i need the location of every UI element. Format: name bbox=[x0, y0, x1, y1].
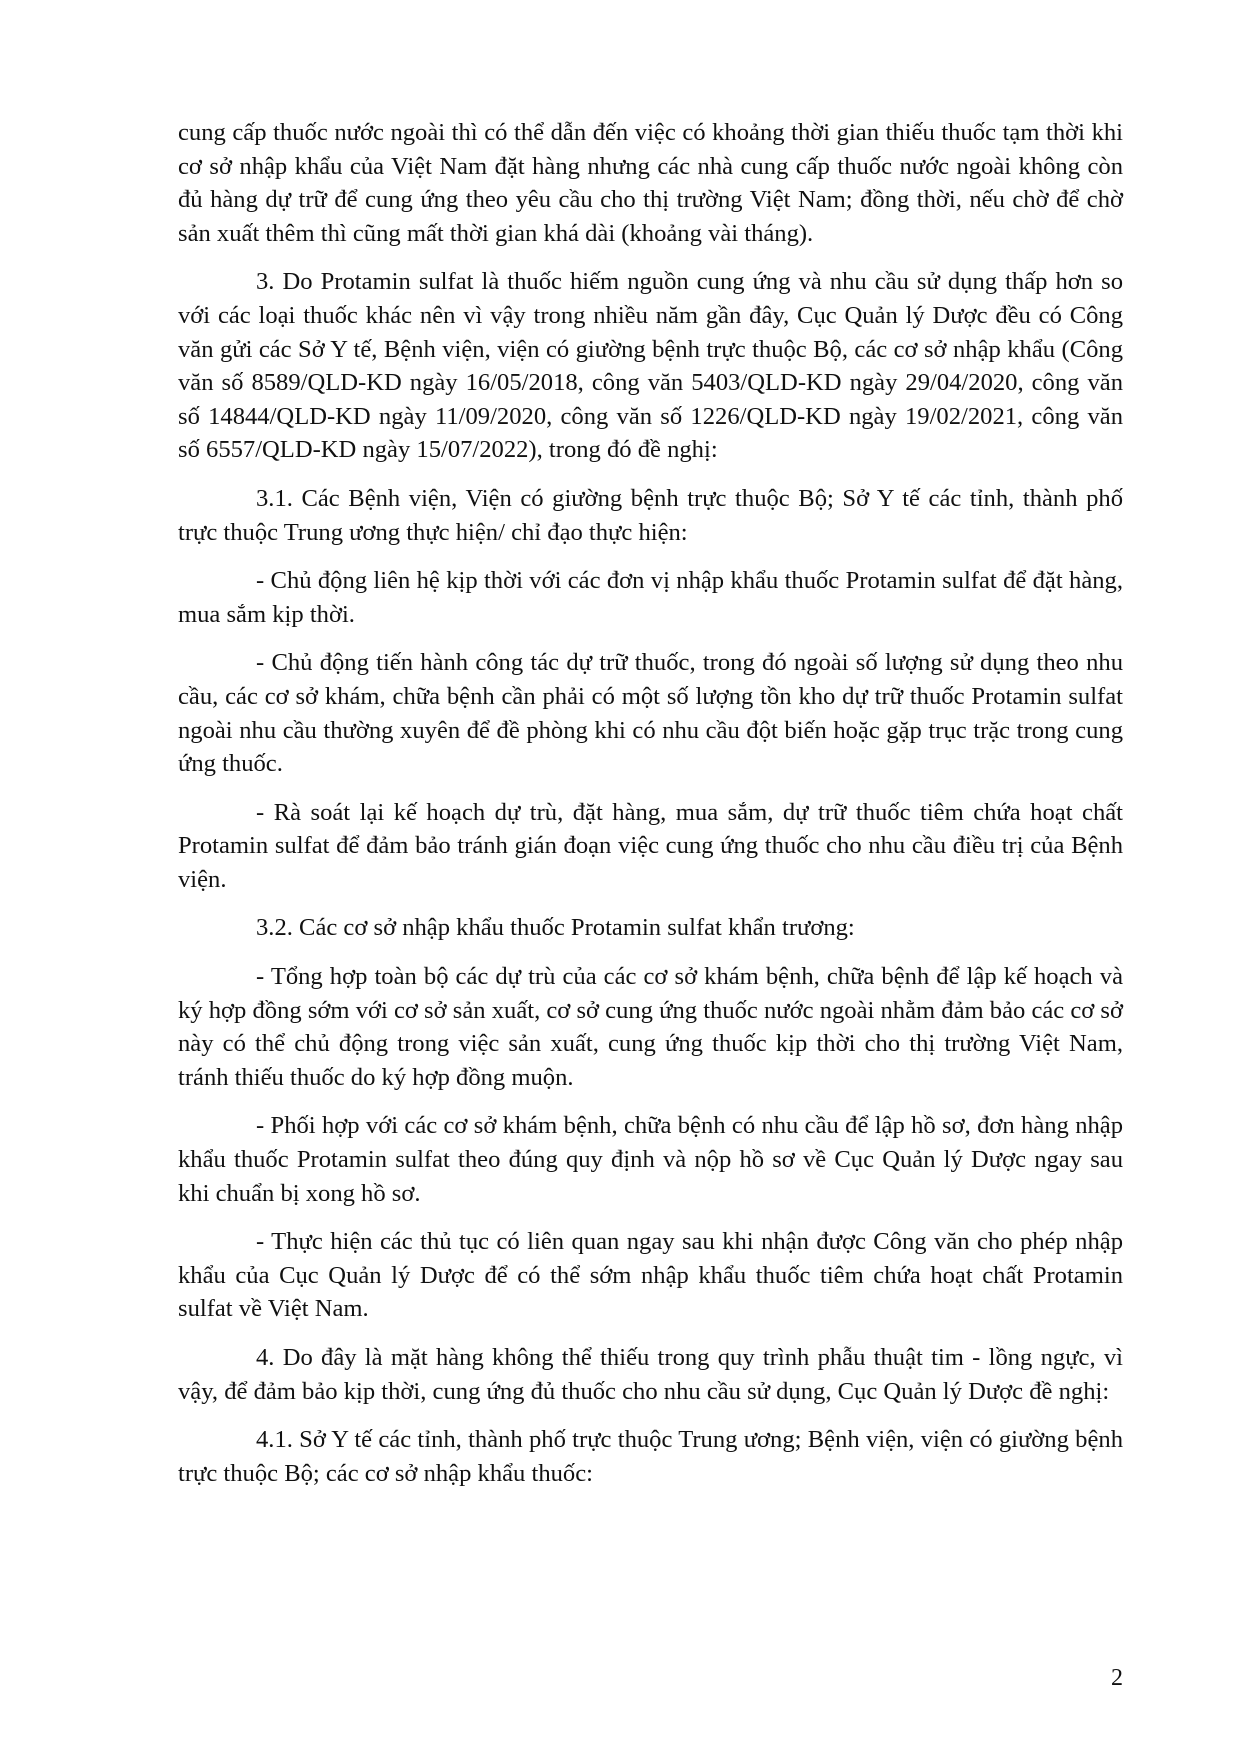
paragraph-bullet-consolidate: - Tổng hợp toàn bộ các dự trù của các cơ sở khám bệnh, chữa bệnh để lập kế hoạch và ký hợp đồng sớm với cơ sở sản xuất, cơ sở cung ứng thuốc nước ngoài nhằm đảm bảo các cơ sở này có thể chủ động trong việc sản xuất, cung ứng thuốc kịp thời cho thị trường Việt Nam, tránh thiếu thuốc do ký hợp đồng muộn. bbox=[178, 963, 1123, 1091]
paragraph-bullet-review-plan: - Rà soát lại kế hoạch dự trù, đặt hàng, mua sắm, dự trữ thuốc tiêm chứa hoạt chất Protamin sulfat để đảm bảo tránh gián đoạn việc cung ứng thuốc cho nhu cầu điều trị của Bệnh viện. bbox=[178, 798, 1123, 893]
paragraph-bullet-contact-importers: - Chủ động liên hệ kịp thời với các đơn vị nhập khẩu thuốc Protamin sulfat để đặt hàng, mua sắm kịp thời. bbox=[178, 567, 1123, 628]
page-number: 2 bbox=[1111, 1665, 1123, 1691]
paragraph-section-4: 4. Do đây là mặt hàng không thể thiếu trong quy trình phẫu thuật tim - lồng ngực, vì vậy, để đảm bảo kịp thời, cung ứng đủ thuốc cho nhu cầu sử dụng, Cục Quản lý Dược đề nghị: bbox=[178, 1344, 1123, 1405]
paragraph-bullet-stockpile: - Chủ động tiến hành công tác dự trữ thuốc, trong đó ngoài số lượng sử dụng theo nhu cầu, các cơ sở khám, chữa bệnh cần phải có một số lượng tồn kho dự trữ thuốc Protamin sulfat ngoài nhu cầu thường xuyên để đề phòng khi có nhu cầu đột biến hoặc gặp trục trặc trong cung ứng thuốc. bbox=[178, 649, 1123, 778]
paragraph-bullet-procedures: - Thực hiện các thủ tục có liên quan ngay sau khi nhận được Công văn cho phép nhập khẩu của Cục Quản lý Dược để có thể sớm nhập khẩu thuốc tiêm chứa hoạt chất Protamin sulfat về Việt Nam. bbox=[178, 1228, 1123, 1323]
paragraph-bullet-coordinate: - Phối hợp với các cơ sở khám bệnh, chữa bệnh có nhu cầu để lập hồ sơ, đơn hàng nhập khẩu thuốc Protamin sulfat theo đúng quy định và nộp hồ sơ về Cục Quản lý Dược ngay sau khi chuẩn bị xong hồ sơ. bbox=[178, 1112, 1123, 1207]
paragraph-section-3: 3. Do Protamin sulfat là thuốc hiếm nguồn cung ứng và nhu cầu sử dụng thấp hơn so với các loại thuốc khác nên vì vậy trong nhiều năm gần đây, Cục Quản lý Dược đều có Công văn gửi các Sở Y tế, Bệnh viện, viện có giường bệnh trực thuộc Bộ, các cơ sở nhập khẩu (Công văn số 8589/QLD-KD ngày 16/05/2018, công văn 5403/QLD-KD ngày 29/04/2020, công văn số 14844/QLD-KD ngày 11/09/2020, công văn số 1226/QLD-KD ngày 19/02/2021, công văn số 6557/QLD-KD ngày 15/07/2022), trong đó đề nghị: bbox=[178, 268, 1123, 464]
document-body bbox=[178, 116, 1123, 1505]
paragraph-section-3-2: 3.2. Các cơ sở nhập khẩu thuốc Protamin sulfat khẩn trương: bbox=[256, 914, 855, 942]
paragraph-section-3-1: 3.1. Các Bệnh viện, Viện có giường bệnh trực thuộc Bộ; Sở Y tế các tỉnh, thành phố trực thuộc Trung ương thực hiện/ chỉ đạo thực hiện: bbox=[178, 484, 1123, 546]
paragraph-continuation: cung cấp thuốc nước ngoài thì có thể dẫn đến việc có khoảng thời gian thiếu thuốc tạm thời khi cơ sở nhập khẩu của Việt Nam đặt hàng nhưng các nhà cung cấp thuốc nước ngoài không còn đủ hàng dự trữ để cung ứng theo yêu cầu cho thị trường Việt Nam; đồng thời, nếu chờ để chờ sản xuất thêm thì cũng mất thời gian khá dài (khoảng vài tháng). bbox=[178, 119, 1123, 247]
paragraph-section-4-1: 4.1. Sở Y tế các tỉnh, thành phố trực thuộc Trung ương; Bệnh viện, viện có giường bệnh trực thuộc Bộ; các cơ sở nhập khẩu thuốc: bbox=[178, 1426, 1123, 1487]
